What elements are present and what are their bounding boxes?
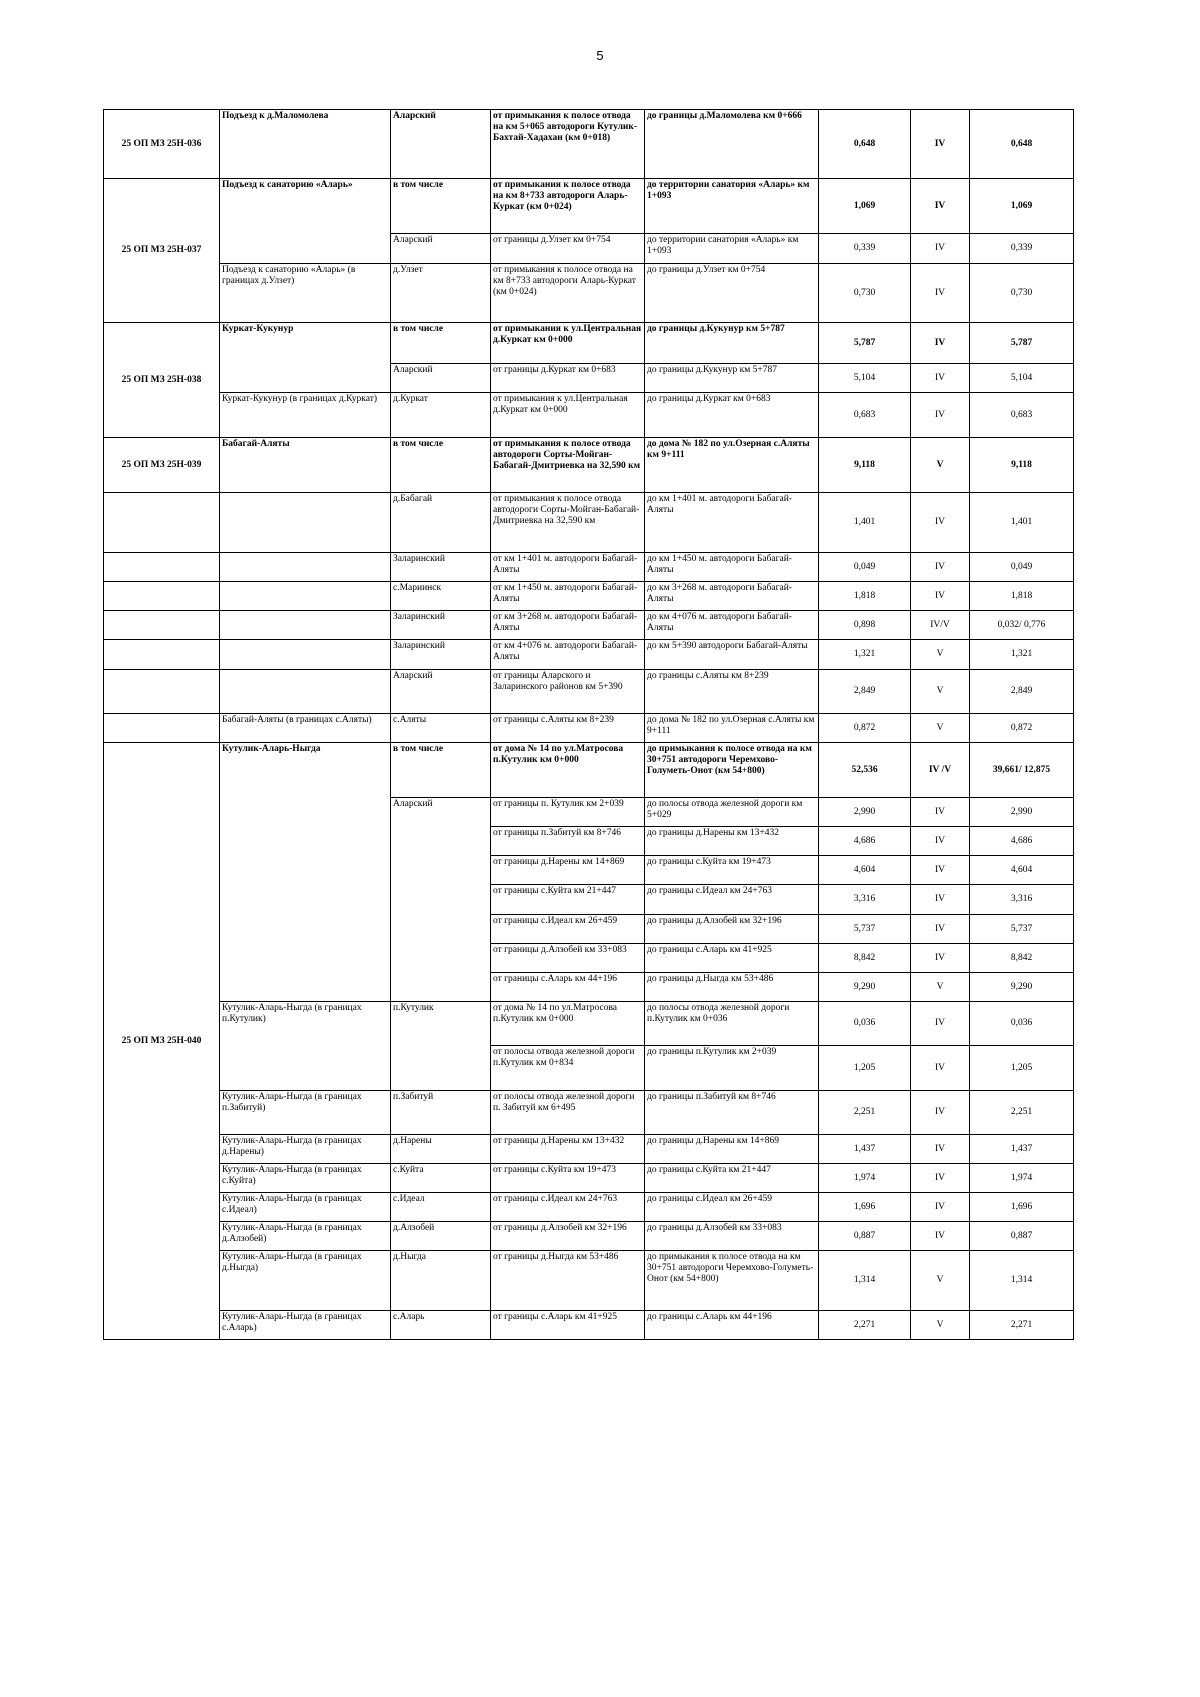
category-cell: IV: [911, 179, 970, 234]
table-row: [104, 670, 1074, 714]
table-row: [104, 323, 1074, 364]
table-row: [104, 493, 1074, 553]
page-number: 5: [596, 48, 604, 63]
category-cell: V: [911, 714, 970, 743]
total-length-cell: 1,437: [970, 1135, 1074, 1164]
road-code-cell: 25 ОП МЗ 25Н-039: [104, 438, 220, 493]
road-name-cell: [220, 640, 391, 670]
length-cell: 0,898: [819, 611, 911, 640]
length-cell: 9,118: [819, 438, 911, 493]
road-code-cell: 25 ОП МЗ 25Н-037: [104, 179, 220, 323]
length-cell: 2,251: [819, 1091, 911, 1135]
end-point-cell: до границы д.Алзобей км 32+196: [645, 915, 819, 944]
road-code-cell: 25 ОП МЗ 25Н-036: [104, 110, 220, 179]
road-name-cell: Куркат-Кукунур (в границах д.Куркат): [220, 393, 391, 438]
table-row: [104, 1091, 1074, 1135]
district-cell: д.Куркат: [391, 393, 491, 438]
district-cell: д.Нарены: [391, 1135, 491, 1164]
road-name-cell: Кутулик-Аларь-Ныгда (в границах п.Кутулик): [220, 1002, 391, 1091]
district-cell: д.Алзобей: [391, 1222, 491, 1251]
length-cell: 5,787: [819, 323, 911, 364]
district-cell: в том числе: [391, 743, 491, 798]
district-cell: с.Аларь: [391, 1311, 491, 1340]
table-row: [104, 582, 1074, 611]
total-length-cell: 5,737: [970, 915, 1074, 944]
category-cell: IV /V: [911, 743, 970, 798]
road-name-cell: Кутулик-Аларь-Ныгда (в границах д.Нарены): [220, 1135, 391, 1164]
district-cell: п.Кутулик: [391, 1002, 491, 1091]
length-cell: 52,536: [819, 743, 911, 798]
total-length-cell: 9,290: [970, 973, 1074, 1002]
table-row: [104, 1311, 1074, 1340]
start-point-cell: от примыкания к ул.Центральная д.Куркат км 0+000: [491, 393, 645, 438]
length-cell: 1,818: [819, 582, 911, 611]
district-cell: с.Куйта: [391, 1164, 491, 1193]
table-row: [104, 1135, 1074, 1164]
category-cell: IV: [911, 798, 970, 827]
category-cell: IV: [911, 493, 970, 553]
length-cell: 0,648: [819, 110, 911, 179]
total-length-cell: 2,990: [970, 798, 1074, 827]
road-code-cell: [104, 553, 220, 582]
road-code-cell: [104, 670, 220, 714]
end-point-cell: до полосы отвода железной дороги п.Кутулик км 0+036: [645, 1002, 819, 1046]
total-length-cell: 8,842: [970, 944, 1074, 973]
category-cell: IV: [911, 1091, 970, 1135]
road-code-cell: [104, 640, 220, 670]
category-cell: IV: [911, 264, 970, 323]
total-length-cell: 9,118: [970, 438, 1074, 493]
total-length-cell: 1,401: [970, 493, 1074, 553]
start-point-cell: от дома № 14 по ул.Матросова п.Кутулик км 0+000: [491, 743, 645, 798]
length-cell: 1,696: [819, 1193, 911, 1222]
district-cell: с.Идеал: [391, 1193, 491, 1222]
end-point-cell: до км 3+268 м. автодороги Бабагай-Аляты: [645, 582, 819, 611]
total-length-cell: 0,887: [970, 1222, 1074, 1251]
district-cell: в том числе: [391, 179, 491, 234]
length-cell: 8,842: [819, 944, 911, 973]
category-cell: IV: [911, 1002, 970, 1046]
start-point-cell: от границы д.Улзет км 0+754: [491, 234, 645, 264]
table-row: [104, 1002, 1074, 1046]
road-code-cell: 25 ОП МЗ 25Н-040: [104, 743, 220, 1340]
road-name-cell: [220, 670, 391, 714]
road-name-cell: Подъезд к санаторию «Аларь»: [220, 179, 391, 264]
road-name-cell: Бабагай-Аляты: [220, 438, 391, 493]
length-cell: 0,036: [819, 1002, 911, 1046]
length-cell: 1,437: [819, 1135, 911, 1164]
start-point-cell: от примыкания к полосе отвода на км 8+733 автодороги Аларь-Куркат (км 0+024): [491, 179, 645, 234]
start-point-cell: от км 1+450 м. автодороги Бабагай-Аляты: [491, 582, 645, 611]
district-cell: Аларский: [391, 234, 491, 264]
category-cell: IV: [911, 553, 970, 582]
start-point-cell: от границы п.Забитуй км 8+746: [491, 827, 645, 856]
district-cell: в том числе: [391, 323, 491, 364]
category-cell: IV/V: [911, 611, 970, 640]
category-cell: IV: [911, 915, 970, 944]
length-cell: 1,974: [819, 1164, 911, 1193]
end-point-cell: до границы п.Кутулик км 2+039: [645, 1046, 819, 1091]
start-point-cell: от полосы отвода железной дороги п.Кутулик км 0+834: [491, 1046, 645, 1091]
start-point-cell: от примыкания к полосе отвода на км 5+065 автодороги Кутулик-Бахтай-Хадахан (км 0+018): [491, 110, 645, 179]
start-point-cell: от границы с.Куйта км 19+473: [491, 1164, 645, 1193]
road-code-cell: [104, 582, 220, 611]
category-cell: V: [911, 640, 970, 670]
end-point-cell: до границы с.Аляты км 8+239: [645, 670, 819, 714]
road-name-cell: Кутулик-Аларь-Ныгда: [220, 743, 391, 1002]
start-point-cell: от границы д.Ныгда км 53+486: [491, 1251, 645, 1311]
road-name-cell: [220, 611, 391, 640]
length-cell: 0,887: [819, 1222, 911, 1251]
category-cell: V: [911, 1251, 970, 1311]
district-cell: с.Мариинск: [391, 582, 491, 611]
start-point-cell: от км 4+076 м. автодороги Бабагай-Аляты: [491, 640, 645, 670]
end-point-cell: до границы д.Нарены км 14+869: [645, 1135, 819, 1164]
start-point-cell: от границы с.Аларь км 41+925: [491, 1311, 645, 1340]
road-name-cell: Куркат-Кукунур: [220, 323, 391, 393]
table-row: [104, 1193, 1074, 1222]
table-row: [104, 640, 1074, 670]
start-point-cell: от примыкания к полосе отвода на км 8+733 автодороги Аларь-Куркат (км 0+024): [491, 264, 645, 323]
end-point-cell: до границы д.Кукунур км 5+787: [645, 364, 819, 393]
start-point-cell: от границы с.Аляты км 8+239: [491, 714, 645, 743]
end-point-cell: до границы с.Идеал км 24+763: [645, 885, 819, 915]
category-cell: IV: [911, 827, 970, 856]
length-cell: 1,401: [819, 493, 911, 553]
table-row: [104, 393, 1074, 438]
category-cell: IV: [911, 1164, 970, 1193]
total-length-cell: 1,696: [970, 1193, 1074, 1222]
length-cell: 0,730: [819, 264, 911, 323]
total-length-cell: 0,339: [970, 234, 1074, 264]
start-point-cell: от границы д.Куркат км 0+683: [491, 364, 645, 393]
road-name-cell: Кутулик-Аларь-Ныгда (в границах с.Аларь): [220, 1311, 391, 1340]
total-length-cell: 1,314: [970, 1251, 1074, 1311]
road-code-cell: 25 ОП МЗ 25Н-038: [104, 323, 220, 438]
road-name-cell: Кутулик-Аларь-Ныгда (в границах с.Куйта): [220, 1164, 391, 1193]
end-point-cell: до границы с.Куйта км 21+447: [645, 1164, 819, 1193]
road-code-cell: [104, 493, 220, 553]
table-row: [104, 1222, 1074, 1251]
total-length-cell: 0,036: [970, 1002, 1074, 1046]
total-length-cell: 2,251: [970, 1091, 1074, 1135]
end-point-cell: до границы с.Идеал км 26+459: [645, 1193, 819, 1222]
length-cell: 5,737: [819, 915, 911, 944]
length-cell: 2,990: [819, 798, 911, 827]
table-row: [104, 611, 1074, 640]
category-cell: V: [911, 670, 970, 714]
road-name-cell: Кутулик-Аларь-Ныгда (в границах с.Идеал): [220, 1193, 391, 1222]
start-point-cell: от границы д.Нарены км 13+432: [491, 1135, 645, 1164]
length-cell: 1,205: [819, 1046, 911, 1091]
end-point-cell: до границы д.Нарены км 13+432: [645, 827, 819, 856]
length-cell: 0,683: [819, 393, 911, 438]
district-cell: Аларский: [391, 670, 491, 714]
category-cell: IV: [911, 856, 970, 885]
end-point-cell: до границы д.Кукунур км 5+787: [645, 323, 819, 364]
road-name-cell: Кутулик-Аларь-Ныгда (в границах п.Забитуй): [220, 1091, 391, 1135]
road-name-cell: Подъезд к д.Маломолева: [220, 110, 391, 179]
end-point-cell: до полосы отвода железной дороги км 5+029: [645, 798, 819, 827]
table-row: [104, 179, 1074, 234]
length-cell: 1,321: [819, 640, 911, 670]
district-cell: Заларинский: [391, 611, 491, 640]
category-cell: IV: [911, 1222, 970, 1251]
total-length-cell: 0,730: [970, 264, 1074, 323]
end-point-cell: до примыкания к полосе отвода на км 30+751 автодороги Черемхово-Голуметь-Онот (км 54+800): [645, 1251, 819, 1311]
table-row: [104, 264, 1074, 323]
end-point-cell: до примыкания к полосе отвода на км 30+751 автодороги Черемхово-Голуметь-Онот (км 54+800): [645, 743, 819, 798]
district-cell: Заларинский: [391, 553, 491, 582]
total-length-cell: 0,032/ 0,776: [970, 611, 1074, 640]
end-point-cell: до границы д.Куркат км 0+683: [645, 393, 819, 438]
length-cell: 0,339: [819, 234, 911, 264]
district-cell: д.Улзет: [391, 264, 491, 323]
length-cell: 3,316: [819, 885, 911, 915]
end-point-cell: до территории санатория «Аларь» км 1+093: [645, 234, 819, 264]
road-name-cell: Кутулик-Аларь-Ныгда (в границах д.Ныгда): [220, 1251, 391, 1311]
total-length-cell: 1,069: [970, 179, 1074, 234]
total-length-cell: 4,604: [970, 856, 1074, 885]
length-cell: 5,104: [819, 364, 911, 393]
road-name-cell: [220, 493, 391, 553]
length-cell: 4,686: [819, 827, 911, 856]
start-point-cell: от границы Аларского и Заларинского районов км 5+390: [491, 670, 645, 714]
road-code-cell: [104, 714, 220, 743]
end-point-cell: до дома № 182 по ул.Озерная с.Аляты км 9+111: [645, 438, 819, 493]
category-cell: IV: [911, 885, 970, 915]
start-point-cell: от границы с.Идеал км 24+763: [491, 1193, 645, 1222]
district-cell: д.Бабагай: [391, 493, 491, 553]
table-row: [104, 1251, 1074, 1311]
length-cell: 2,271: [819, 1311, 911, 1340]
category-cell: IV: [911, 1135, 970, 1164]
total-length-cell: 1,205: [970, 1046, 1074, 1091]
road-name-cell: Бабагай-Аляты (в границах с.Аляты): [220, 714, 391, 743]
end-point-cell: до дома № 182 по ул.Озерная с.Аляты км 9+111: [645, 714, 819, 743]
district-cell: Аларский: [391, 110, 491, 179]
category-cell: V: [911, 973, 970, 1002]
end-point-cell: до границы с.Аларь км 41+925: [645, 944, 819, 973]
start-point-cell: от примыкания к полосе отвода автодороги Сорты-Мойган-Бабагай-Дмитриевка на 32,590 км: [491, 493, 645, 553]
table-row: [104, 110, 1074, 179]
total-length-cell: 0,872: [970, 714, 1074, 743]
length-cell: 9,290: [819, 973, 911, 1002]
end-point-cell: до территории санатория «Аларь» км 1+093: [645, 179, 819, 234]
end-point-cell: до км 1+401 м. автодороги Бабагай-Аляты: [645, 493, 819, 553]
total-length-cell: 3,316: [970, 885, 1074, 915]
total-length-cell: 39,661/ 12,875: [970, 743, 1074, 798]
total-length-cell: 0,683: [970, 393, 1074, 438]
district-cell: с.Аляты: [391, 714, 491, 743]
category-cell: V: [911, 438, 970, 493]
end-point-cell: до границы с.Куйта км 19+473: [645, 856, 819, 885]
road-name-cell: Подъезд к санаторию «Аларь» (в границах д.Улзет): [220, 264, 391, 323]
length-cell: 1,069: [819, 179, 911, 234]
category-cell: V: [911, 1311, 970, 1340]
category-cell: IV: [911, 582, 970, 611]
category-cell: IV: [911, 323, 970, 364]
category-cell: IV: [911, 1046, 970, 1091]
table-row: [104, 438, 1074, 493]
end-point-cell: до км 5+390 автодороги Бабагай-Аляты: [645, 640, 819, 670]
length-cell: 2,849: [819, 670, 911, 714]
start-point-cell: от примыкания к полосе отвода автодороги Сорты-Мойган-Бабагай-Дмитриевка на 32,590 км: [491, 438, 645, 493]
road-code-cell: [104, 611, 220, 640]
length-cell: 1,314: [819, 1251, 911, 1311]
district-cell: п.Забитуй: [391, 1091, 491, 1135]
start-point-cell: от границы д.Алзобей км 33+083: [491, 944, 645, 973]
start-point-cell: от границы д.Нарены км 14+869: [491, 856, 645, 885]
total-length-cell: 1,974: [970, 1164, 1074, 1193]
total-length-cell: 5,787: [970, 323, 1074, 364]
category-cell: IV: [911, 944, 970, 973]
end-point-cell: до км 1+450 м. автодороги Бабагай-Аляты: [645, 553, 819, 582]
category-cell: IV: [911, 110, 970, 179]
table-row: [104, 553, 1074, 582]
start-point-cell: от границы д.Алзобей км 32+196: [491, 1222, 645, 1251]
end-point-cell: до границы д.Ныгда км 53+486: [645, 973, 819, 1002]
table-row: [104, 743, 1074, 798]
end-point-cell: до границы д.Алзобей км 33+083: [645, 1222, 819, 1251]
start-point-cell: от примыкания к ул.Центральная д.Куркат км 0+000: [491, 323, 645, 364]
start-point-cell: от полосы отвода железной дороги п. Забитуй км 6+495: [491, 1091, 645, 1135]
district-cell: Аларский: [391, 798, 491, 1002]
category-cell: IV: [911, 234, 970, 264]
district-cell: в том числе: [391, 438, 491, 493]
start-point-cell: от границы с.Куйта км 21+447: [491, 885, 645, 915]
category-cell: IV: [911, 1193, 970, 1222]
end-point-cell: до границы с.Аларь км 44+196: [645, 1311, 819, 1340]
district-cell: Заларинский: [391, 640, 491, 670]
category-cell: IV: [911, 364, 970, 393]
total-length-cell: 0,648: [970, 110, 1074, 179]
table-row: [104, 1164, 1074, 1193]
end-point-cell: до границы д.Улзет км 0+754: [645, 264, 819, 323]
start-point-cell: от км 3+268 м. автодороги Бабагай-Аляты: [491, 611, 645, 640]
total-length-cell: 1,321: [970, 640, 1074, 670]
start-point-cell: от границы с.Идеал км 26+459: [491, 915, 645, 944]
total-length-cell: 1,818: [970, 582, 1074, 611]
total-length-cell: 4,686: [970, 827, 1074, 856]
total-length-cell: 5,104: [970, 364, 1074, 393]
end-point-cell: до границы п.Забитуй км 8+746: [645, 1091, 819, 1135]
end-point-cell: до км 4+076 м. автодороги Бабагай-Аляты: [645, 611, 819, 640]
category-cell: IV: [911, 393, 970, 438]
road-name-cell: Кутулик-Аларь-Ныгда (в границах д.Алзобей): [220, 1222, 391, 1251]
total-length-cell: 2,849: [970, 670, 1074, 714]
start-point-cell: от дома № 14 по ул.Матросова п.Кутулик км 0+000: [491, 1002, 645, 1046]
end-point-cell: до границы д.Маломолева км 0+666: [645, 110, 819, 179]
table-row: [104, 714, 1074, 743]
start-point-cell: от границы с.Аларь км 44+196: [491, 973, 645, 1002]
total-length-cell: 0,049: [970, 553, 1074, 582]
roads-table: [103, 109, 1074, 1340]
road-name-cell: [220, 553, 391, 582]
district-cell: Аларский: [391, 364, 491, 393]
district-cell: д.Ныгда: [391, 1251, 491, 1311]
start-point-cell: от км 1+401 м. автодороги Бабагай-Аляты: [491, 553, 645, 582]
length-cell: 4,604: [819, 856, 911, 885]
start-point-cell: от границы п. Кутулик км 2+039: [491, 798, 645, 827]
length-cell: 0,872: [819, 714, 911, 743]
road-name-cell: [220, 582, 391, 611]
roads-table-body: [104, 110, 1074, 1340]
length-cell: 0,049: [819, 553, 911, 582]
total-length-cell: 2,271: [970, 1311, 1074, 1340]
